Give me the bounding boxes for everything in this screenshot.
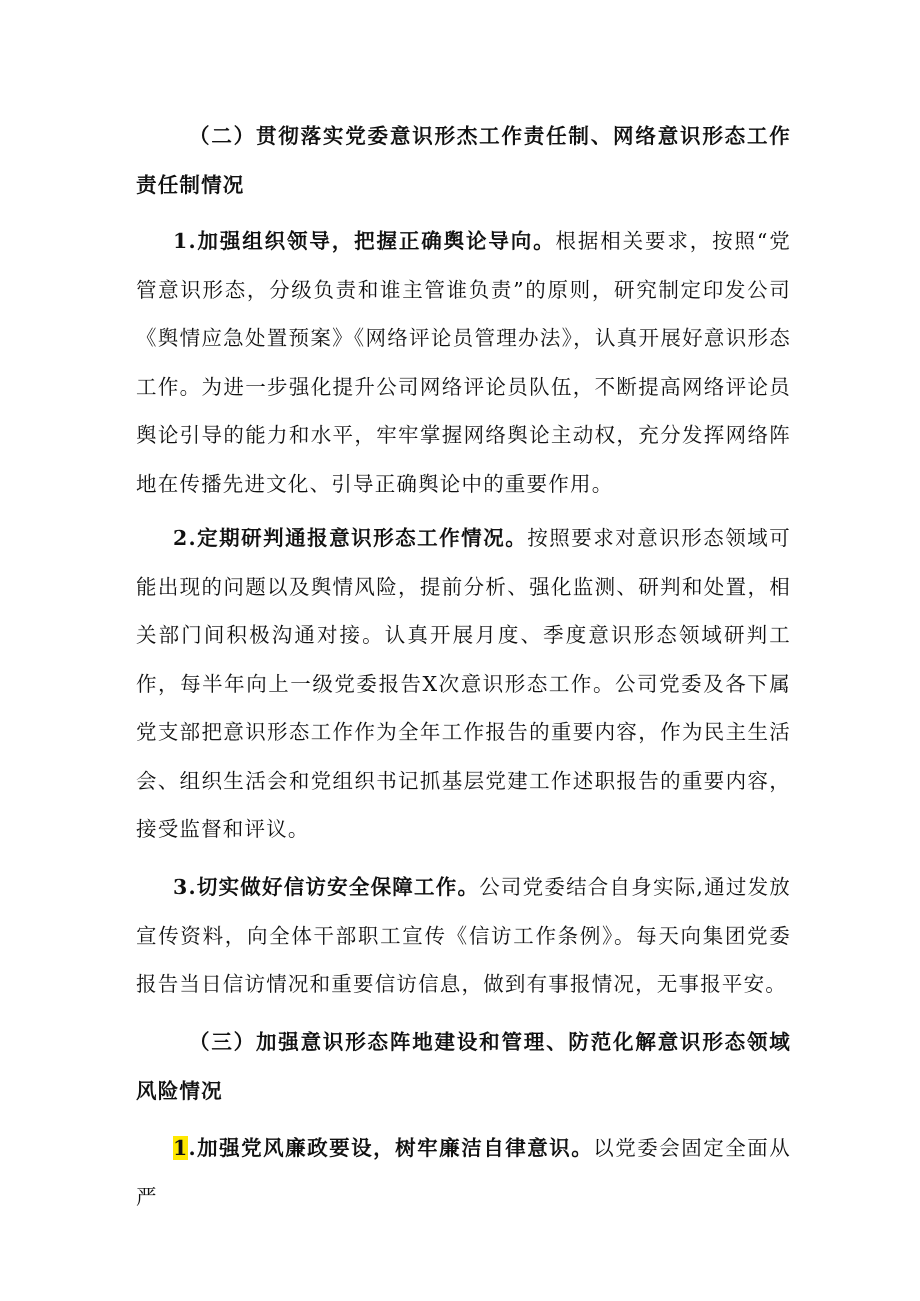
paragraph-lead: 2.定期研判通报意识形态工作情况。: [173, 526, 528, 550]
paragraph-1: [136, 217, 791, 508]
section-heading-2: [136, 112, 791, 209]
paragraph-lead: 3.切实做好信访安全保障工作。: [173, 875, 480, 899]
paragraph-2: [136, 514, 791, 854]
section-heading-text: （三）加强意识形态阵地建设和管理、防范化解意识形态领域风险情况: [136, 1030, 791, 1103]
paragraph-body: 按照要求对意识形态领域可能出现的问题以及舆情风险，提前分析、强化监测、研判和处置，相关部门间积极沟通对接。认真开展月度、季度意识形态领域研判工作，每半年向上一级党委报告X次意识形态工作。公司党委及各下属党支部把意识形态工作作为全年工作报告的重要内容，作为民主生活会、组织生活会和党组织书记抓基层党建工作述职报告的重要内容，接受监督和评议。: [136, 526, 791, 841]
paragraph-body: 以党委会固定全面从严: [136, 1136, 791, 1209]
paragraph-body: 公司党委结合自身实际,通过发放宣传资料，向全体干部职工宣传《信访工作条例》。每天向集团党委报告当日信访情况和重要信访信息，做到有事报情况，无事报平安。: [136, 875, 792, 996]
section-heading-text: （二）贯彻落实党委意识形杰工作责任制、网络意识形态工作责任制情况: [136, 124, 791, 197]
paragraph-3: [136, 863, 791, 1009]
section-heading-3: [136, 1018, 791, 1115]
paragraph-4: [136, 1124, 791, 1221]
highlighted-number: 1: [173, 1136, 189, 1160]
paragraph-lead: 1.加强组织领导，把握正确舆论导向。: [173, 229, 556, 253]
paragraph-body: 根据相关要求，按照“党管意识形态，分级负责和谁主管谁负责”的原则，研究制定印发公司《舆情应急处置预案》《网络评论员管理办法》，认真开展好意识形态工作。为进一步强化提升公司网络评论员队伍，不断提高网络评论员舆论引导的能力和水平，牢牢掌握网络舆论主动权，充分发挥网络阵地在传播先进文化、引导正确舆论中的重要作用。: [136, 229, 791, 496]
paragraph-lead: .加强党风廉政要设，树牢廉洁自律意识。: [188, 1136, 594, 1160]
